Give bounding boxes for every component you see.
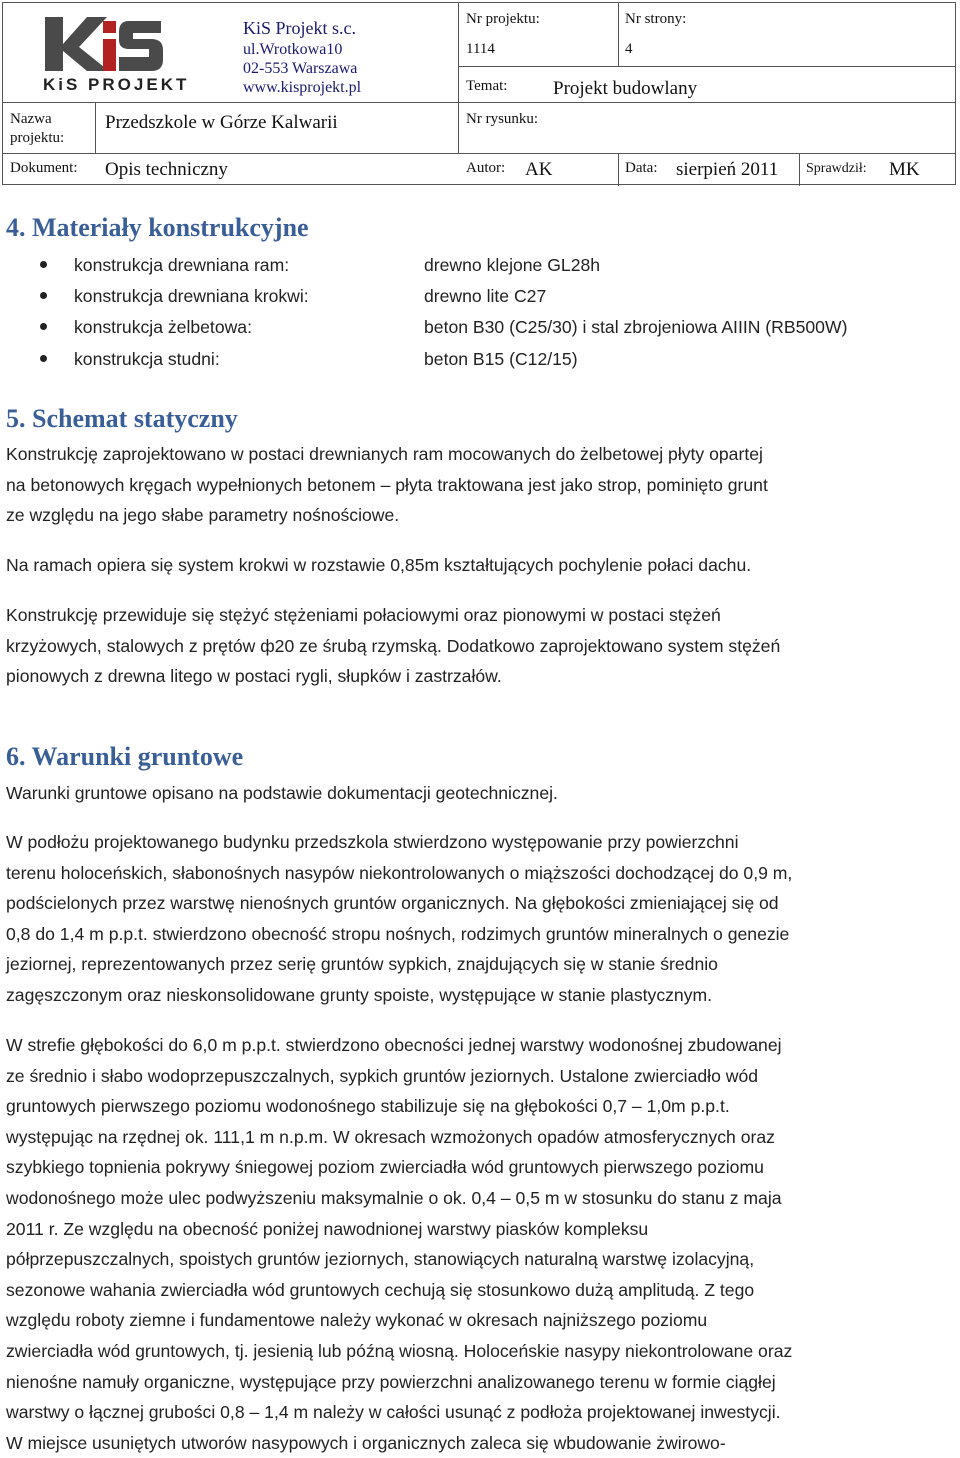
project-name-label-2: projektu: — [10, 130, 65, 146]
paragraph: W strefie głębokości do 6,0 m p.p.t. stwierdzono obecności jednej warstwy wodonośnej zbudowanej ze średnio i słabo wodoprzepuszczalnych, sypkich gruntów jeziornych. Ustalone zwierciadło wód gruntowych pierwszego poziomu wodonośnego stabilizuje się na głębokości 0,7 – 1,0m p.p.t. występując na rzędnej ok. 111,1 m n.p.m. W okresach wzmożonych opadów atmosferycznych oraz szybkiego topnienia pokrywy śniegowej poziom zwierciadła wód gruntowych pierwszego poziomu wodonośnego może ulec podwyższeniu maksymalnie o ok. 0,4 – 0,5 m w stosunku do stanu z maja 2011 r. Ze względu na obecność poniżej nawodnionej warstwy piasków kompleksu półprzepuszczalnych, spoistych gruntów jeziornych, stanowiących naturalną warstwę izolacyjną, sezonowe wahania zwierciadła wód gruntowych cechują się stosunkowo dużą amplitudą. Z tego względu roboty ziemne i fundamentowe należy wykonać w okresach najniższego poziomu zwierciadła wód gruntowych, tj. jesienią lub późną wiosną. Holoceńskie nasypy niekontrolowane oraz nienośne namuły organiczne, występujące przy powierzchni analizowanego terenu w formie ciągłej warstwy o łącznej grubości 0,8 – 1,4 m należy w całości usunąć z podłoża projektowanej inwestycji. W miejsce usuniętych utworów nasypowych i organicznych zaleca się wbudowanie żwirowo- — [6, 1035, 793, 1453]
date-label: Data: — [625, 160, 658, 176]
list-item — [0, 281, 960, 311]
document-value: Opis techniczny — [105, 159, 228, 180]
page-number: 4 — [625, 41, 633, 57]
material-value: drewno lite C27 — [424, 286, 547, 306]
project-name-label: Nazwa — [10, 111, 52, 127]
material-label: konstrukcja żelbetowa: — [74, 317, 252, 337]
page-number-label: Nr strony: — [625, 11, 687, 27]
company-website: www.kisprojekt.pl — [243, 79, 362, 96]
drawing-number-label: Nr rysunku: — [466, 111, 539, 127]
material-label: konstrukcja studni: — [74, 349, 220, 369]
document-label: Dokument: — [10, 160, 78, 176]
list-item — [0, 344, 960, 374]
paragraph: W podłożu projektowanego budynku przedszkola stwierdzono występowanie przy powierzchni terenu holoceńskich, słabonośnych nasypów niekontrolowanych o miąższości dochodzącej do 0,9 m, podścielonych przez warstwę nienośnych gruntów organicznych. Na głębokości zmieniającej się od 0,8 do 1,4 m p.p.t. stwierdzono obecność stropu nośnych, rodzimych gruntów mineralnych o genezie jeziornej, reprezentowanych przez serię gruntów sypkich, znajdujących się w stanie średnio zagęszczonym oraz nieskonsolidowane grunty spoiste, występujące w stanie plastycznym. — [6, 832, 793, 1005]
company-name: KiS Projekt s.c. — [243, 18, 357, 38]
checked-by-value: MK — [889, 159, 920, 180]
project-number: 1114 — [466, 41, 495, 57]
bullet-icon — [40, 355, 47, 362]
material-label: konstrukcja drewniana krokwi: — [74, 286, 309, 306]
paragraph: Konstrukcję przewiduje się stężyć stężeniami połaciowymi oraz pionowymi w postaci stężeń krzyżowych, stalowych z prętów ф20 ze śrubą rzymską. Dodatkowo zaprojektowano system stężeń pionowych z drewna litego w postaci rygli, słupków i zastrzałów. — [6, 605, 781, 687]
company-street: ul.Wrotkowa10 — [243, 41, 343, 58]
topic-value: Projekt budowlany — [553, 78, 698, 99]
section-6-heading: 6. Warunki gruntowe — [6, 742, 244, 771]
list-item — [0, 250, 960, 280]
bullet-icon — [40, 323, 47, 330]
checked-by-label: Sprawdził: — [806, 161, 867, 176]
title-block — [2, 2, 956, 185]
company-city: 02-553 Warszawa — [243, 60, 358, 77]
topic-label: Temat: — [466, 78, 508, 94]
section-4-heading: 4. Materiały konstrukcyjne — [6, 213, 309, 242]
project-number-label: Nr projektu: — [466, 11, 540, 27]
paragraph: Warunki gruntowe opisano na podstawie dokumentacji geotechnicznej. — [6, 783, 558, 803]
author-label: Autor: — [466, 160, 506, 176]
paragraph: Konstrukcję zaprojektowano w postaci drewnianych ram mocowanych do żelbetowej płyty opartej na betonowych kręgach wypełnionych betonem – płyta traktowana jest jako strop, pominięto grunt ze względu na jego słabe parametry nośnościowe. — [6, 444, 768, 526]
section-5-heading: 5. Schemat statyczny — [6, 404, 238, 433]
material-value: beton B30 (C25/30) i stal zbrojeniowa AIIIN (RB500W) — [424, 317, 848, 337]
material-value: beton B15 (C12/15) — [424, 349, 578, 369]
material-label: konstrukcja drewniana ram: — [74, 255, 290, 275]
author-value: AK — [525, 159, 553, 180]
bullet-icon — [40, 261, 47, 268]
material-value: drewno klejone GL28h — [424, 255, 601, 275]
date-value: sierpień 2011 — [676, 159, 779, 180]
paragraph: Na ramach opiera się system krokwi w rozstawie 0,85m kształtujących pochylenie połaci dachu. — [6, 555, 752, 575]
bullet-icon — [40, 292, 47, 299]
list-item — [0, 312, 960, 342]
logo-wordmark: KiS PROJEKT — [43, 75, 190, 94]
project-name: Przedszkole w Górze Kalwarii — [105, 112, 338, 133]
